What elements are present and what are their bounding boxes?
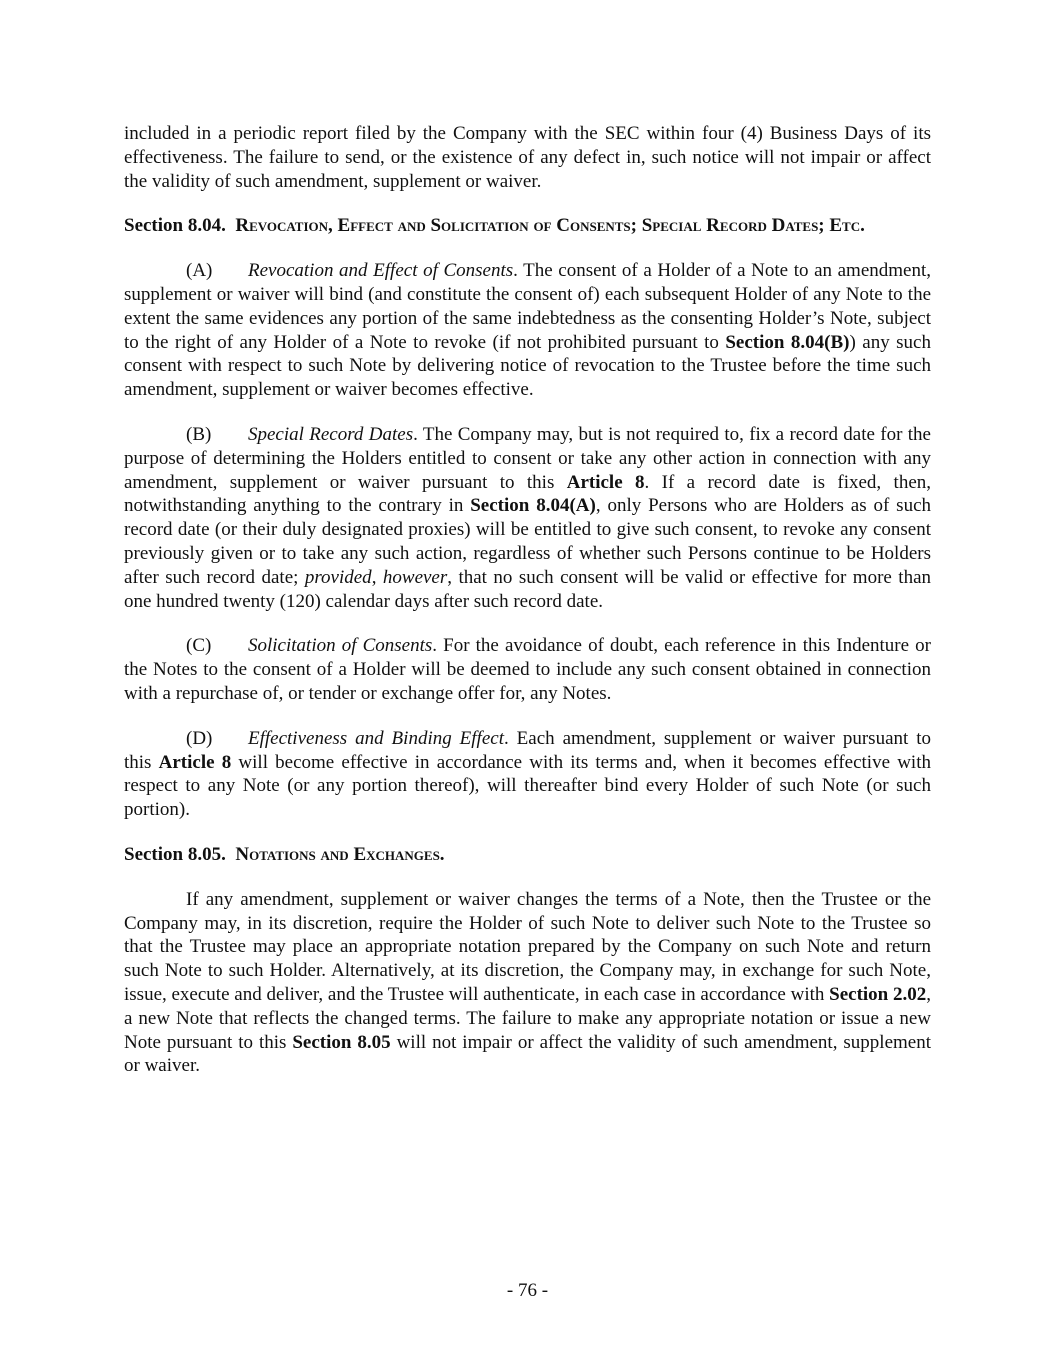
- section-number: Section 8.04.: [124, 215, 226, 237]
- subsection-title: Solicitation of Consents: [248, 635, 433, 657]
- page-number: - 76 -: [506, 1280, 549, 1301]
- subsection-a: (A) Revocation and Effect of Consents. The consent of a Holder of a Note to an amendment, supplement or waiver will bind (and constitute the consent of) each subsequent Holder of any Note to the extent the same evidences any portion of the same indebtedness as the consenting Holder’s Note, subject to the right of any Holder of a Note to revoke (if not prohibited pursuant to Section 8.04(B)) any such consent with respect to such Note by delivering notice of revocation to the Trustee before the time such amendment, supplement or waiver becomes effective.: [124, 260, 931, 401]
- document-page: [124, 122, 931, 1078]
- subsection-label: (C): [186, 635, 212, 657]
- cross-reference: Article 8: [158, 751, 232, 773]
- subsection-title: Special Record Dates: [248, 423, 414, 445]
- subsection-label: (A): [186, 260, 213, 282]
- subsection-c: (C) Solicitation of Consents. For the avoidance of doubt, each reference in this Indenture or the Notes to the consent of a Holder will be deemed to include any such consent obtained in connection with a repurchase of, or tender or exchange offer for, any Notes.: [124, 635, 931, 704]
- subsection-title: Revocation and Effect of Consents: [248, 260, 514, 282]
- cross-reference: Section 8.05: [292, 1031, 391, 1053]
- emphasis: provided: [304, 566, 372, 588]
- emphasis: however: [382, 566, 448, 588]
- section-title: Notations and Exchanges.: [235, 843, 445, 865]
- section-title: Revocation, Effect and Solicitation of Consents; Special Record Dates; Etc.: [235, 215, 865, 237]
- subsection-b: (B) Special Record Dates. The Company may, but is not required to, fix a record date for the purpose of determining the Holders entitled to consent or take any other action in connection with any amendment, supplement or waiver pursuant to this Article 8. If a record date is fixed, then, notwithstanding anything to the contrary in Section 8.04(A), only Persons who are Holders as of such record date (or their duly designated proxies) will be entitled to give such consent, to revoke any consent previously given or to take any such action, regardless of whether such Persons continue to be Holders after such record date; provided, however, that no such consent will be valid or effective for more than one hundred twenty (120) calendar days after such record date.: [124, 423, 932, 612]
- subsection-label: (B): [186, 423, 212, 445]
- paragraph-continued: included in a periodic report filed by the Company with the SEC within four (4) Business Days of its effectiveness. The failure to send, or the existence of any defect in, such notice will not impair or affect the validity of such amendment, supplement or waiver.: [124, 123, 931, 192]
- section-8-05-heading: [124, 843, 931, 867]
- cross-reference: Section 2.02: [829, 983, 927, 1005]
- cross-reference: Section 8.04(A): [470, 495, 596, 517]
- section-8-04-heading: [124, 214, 931, 238]
- subsection-label: (D): [186, 727, 213, 749]
- subsection-title: Effectiveness and Binding Effect: [248, 727, 504, 749]
- section-8-05-body: If any amendment, supplement or waiver changes the terms of a Note, then the Trustee or the Company may, in its discretion, require the Holder of such Note to deliver such Note to the Trustee so that the Trustee may place an appropriate notation prepared by the Company on such Note and return such Note to such Holder. Alternatively, at its discretion, the Company may, in exchange for such Note, issue, execute and deliver, and the Trustee will authenticate, in each case in accordance with Section 2.02, a new Note that reflects the changed terms. The failure to make any appropriate notation or issue a new Note pursuant to this Section 8.05 will not impair or affect the validity of such amendment, supplement or waiver.: [124, 888, 931, 1077]
- cross-reference: Article 8: [566, 471, 645, 493]
- subsection-d: (D) Effectiveness and Binding Effect. Each amendment, supplement or waiver pursuant to this Article 8 will become effective in accordance with its terms and, when it becomes effective with respect to any Note (or any portion thereof), will thereafter bind every Holder of such Note (or such portion).: [124, 727, 932, 821]
- section-number: Section 8.05.: [124, 843, 226, 865]
- cross-reference: Section 8.04(B): [725, 331, 850, 353]
